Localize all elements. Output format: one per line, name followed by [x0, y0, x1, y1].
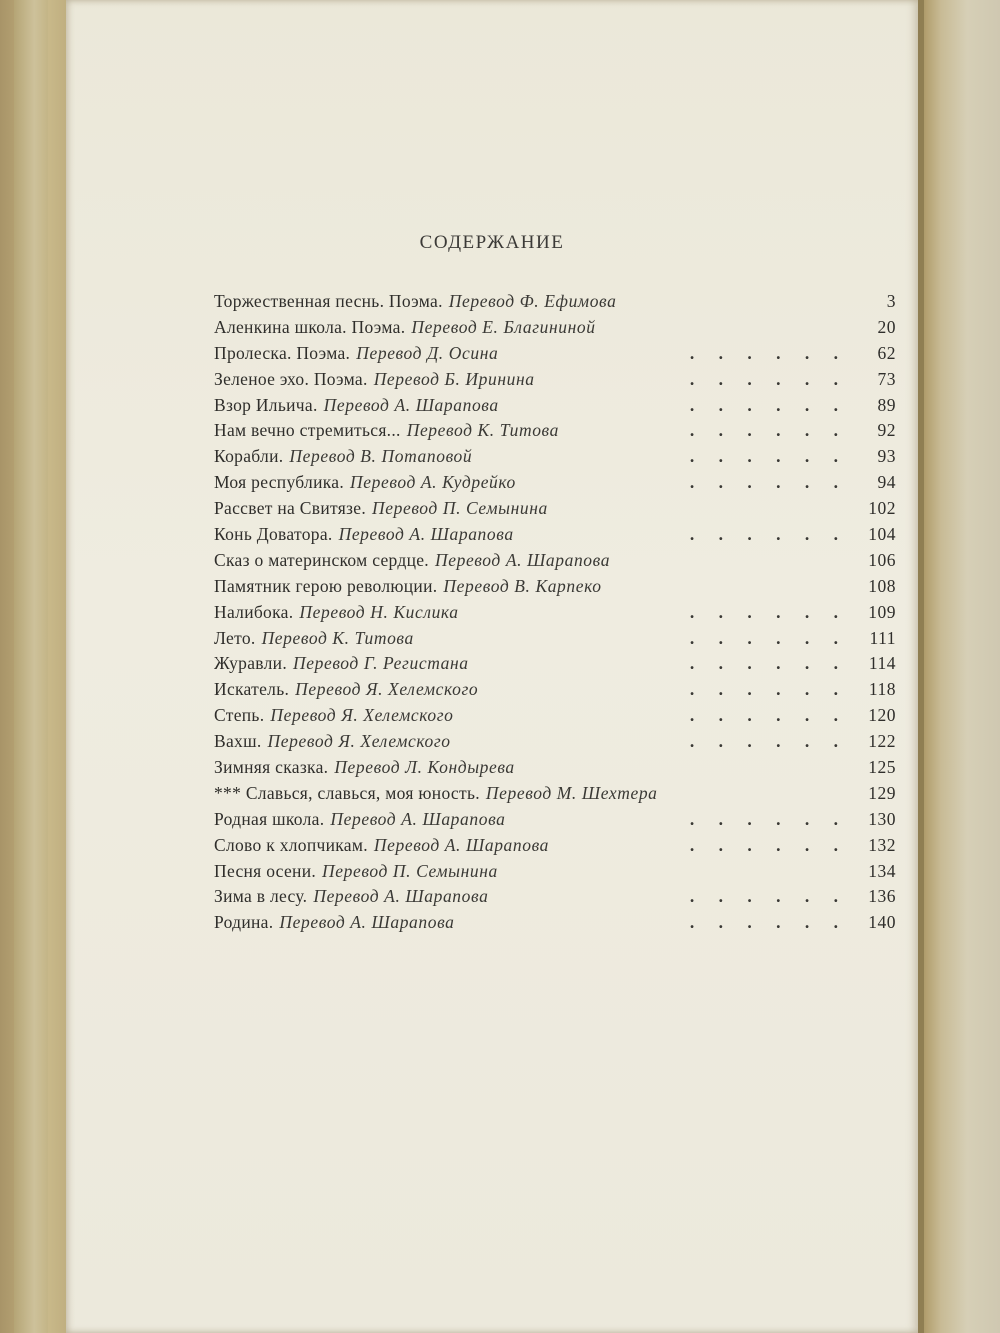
toc-entry-title: Пролеска. Поэма. [214, 342, 351, 363]
toc-entry-page-number: 130 [868, 808, 896, 829]
toc-entry-title: Лето. [214, 627, 256, 648]
toc-entry-translator: Перевод П. Семынина [322, 860, 498, 881]
toc-entry-translator: Перевод А. Шарапова [313, 886, 489, 907]
toc-entry-page-number: 89 [877, 394, 896, 415]
toc-entry [214, 703, 908, 729]
toc-entry-title: Аленкина школа. Поэма. [214, 316, 406, 337]
toc-entry-translator: Перевод П. Семынина [372, 498, 548, 519]
toc-entry-title: Сказ о материнском сердце. [214, 549, 429, 570]
toc-entry-translator: Перевод А. Шарапова [434, 549, 611, 570]
toc-entry [214, 367, 908, 393]
toc-dot-leader [690, 626, 848, 652]
toc-entry-page-number: 73 [877, 368, 896, 389]
toc-entry-text [214, 470, 516, 496]
toc-dot-leader [690, 807, 848, 833]
toc-dot-leader [690, 833, 848, 859]
toc-entry-title: Моя республика. [214, 472, 345, 493]
toc-entry-translator: Перевод Е. Благининой [411, 316, 596, 337]
toc-entry [214, 729, 908, 755]
toc-entry-title: Взор Ильича. [214, 394, 318, 415]
toc-entry-title: Родная школа. [214, 808, 325, 829]
toc-entry [214, 522, 908, 548]
toc-entry-text [214, 418, 559, 444]
toc-entry [214, 807, 908, 833]
toc-entry-text [214, 393, 499, 419]
toc-entry [214, 444, 908, 470]
toc-dot-leader [690, 884, 848, 910]
toc-entry-text [214, 289, 616, 315]
toc-entry-text [214, 677, 478, 703]
toc-entry-title: *** Славься, славься, моя юность. [214, 782, 480, 803]
toc-entry-translator: Перевод Я. Хелемского [295, 679, 479, 700]
toc-entry-translator: Перевод А. Шарапова [330, 808, 506, 829]
toc-entry-title: Нам вечно стремиться... [214, 420, 401, 441]
toc-entry-page-number: 129 [868, 782, 896, 803]
toc-entry-page-number: 132 [868, 834, 896, 855]
toc-entry-text [214, 315, 596, 341]
toc-entry-page-number: 93 [877, 446, 896, 467]
toc-entry [214, 626, 908, 652]
toc-entry-text [214, 341, 498, 367]
toc-entry-translator: Перевод Б. Иринина [373, 368, 535, 389]
toc-dot-leader [690, 522, 848, 548]
toc-entry [214, 548, 908, 574]
toc-entry [214, 677, 908, 703]
toc-entry-title: Песня осени. [214, 860, 317, 881]
toc-entry-translator: Перевод А. Шарапова [338, 524, 514, 545]
toc-entry-page-number: 118 [868, 679, 896, 700]
toc-entry-text [214, 548, 610, 574]
toc-entry-page-number: 92 [877, 420, 896, 441]
toc-dot-leader [690, 703, 848, 729]
toc-entry-title: Конь Доватора. [214, 524, 333, 545]
toc-entry-title: Слово к хлопчикам. [214, 834, 368, 855]
toc-entry-page-number: 108 [868, 575, 896, 596]
toc-entry-text [214, 729, 451, 755]
toc-entry-page-number: 134 [868, 860, 896, 881]
book-spine [918, 0, 1000, 1333]
toc-entry [214, 574, 908, 600]
toc-entry-title: Зима в лесу. [214, 886, 308, 907]
toc-entry-translator: Перевод М. Шехтера [485, 782, 658, 803]
toc-entry-text [214, 496, 548, 522]
toc-entry-translator: Перевод А. Шарапова [323, 394, 499, 415]
toc-entry [214, 600, 908, 626]
spine-fold [918, 0, 924, 1333]
toc-entry [214, 833, 908, 859]
toc-entry-title: Налибока. [214, 601, 294, 622]
toc-entry-text [214, 859, 498, 885]
toc-dot-leader [690, 910, 848, 936]
toc-entry-page-number: 106 [868, 549, 896, 570]
toc-entry-title: Зимняя сказка. [214, 757, 329, 778]
toc-entry [214, 496, 908, 522]
toc-entry-text [214, 807, 506, 833]
toc-dot-leader [690, 600, 848, 626]
toc-entry [214, 289, 908, 315]
toc-entry-translator: Перевод Л. Кондырева [334, 757, 515, 778]
toc-entry-title: Родина. [214, 912, 274, 933]
toc-entry-translator: Перевод А. Кудрейко [350, 472, 516, 493]
toc-dot-leader [690, 677, 848, 703]
toc-entry-page-number: 125 [868, 757, 896, 778]
toc-entry-title: Искатель. [214, 679, 290, 700]
toc-entry-translator: Перевод К. Титова [261, 627, 414, 648]
toc-entry [214, 755, 908, 781]
toc-entry-translator: Перевод Я. Хелемского [270, 705, 454, 726]
previous-page-edge [14, 0, 48, 1333]
toc-entry-title: Степь. [214, 705, 265, 726]
toc-entry-page-number: 111 [869, 627, 896, 648]
toc-entry-title: Зеленое эхо. Поэма. [214, 368, 368, 389]
toc-entry-page-number: 136 [868, 886, 896, 907]
toc-entry-page-number: 62 [877, 342, 896, 363]
toc-entry-title: Корабли. [214, 446, 284, 467]
toc-entry-text [214, 600, 459, 626]
toc-entry [214, 315, 908, 341]
toc-dot-leader [690, 418, 848, 444]
toc-entry-translator: Перевод Д. Осина [356, 342, 499, 363]
toc-entry-page-number: 94 [877, 472, 896, 493]
toc-dot-leader [690, 729, 848, 755]
toc-entry-title: Рассвет на Свитязе. [214, 498, 367, 519]
book-page [66, 0, 918, 1333]
table-of-contents [214, 289, 908, 936]
toc-entry-translator: Перевод А. Шарапова [373, 834, 550, 855]
toc-entry-text [214, 833, 549, 859]
toc-entry-title: Журавли. [214, 653, 287, 674]
toc-entry-text [214, 703, 453, 729]
toc-entry-translator: Перевод Н. Кислика [299, 601, 459, 622]
toc-entry [214, 910, 908, 936]
toc-entry-page-number: 104 [868, 524, 896, 545]
toc-dot-leader [690, 470, 848, 496]
toc-entry [214, 341, 908, 367]
toc-dot-leader [690, 367, 848, 393]
toc-entry-page-number: 120 [868, 705, 896, 726]
toc-entry [214, 393, 908, 419]
toc-dot-leader [690, 393, 848, 419]
toc-entry-title: Вахш. [214, 731, 262, 752]
toc-entry-text [214, 781, 658, 807]
toc-entry-translator: Перевод Ф. Ефимова [448, 291, 617, 311]
toc-entry-translator: Перевод Г. Регистана [293, 653, 469, 674]
toc-entry [214, 470, 908, 496]
toc-entry-translator: Перевод К. Титова [406, 420, 559, 441]
toc-entry [214, 884, 908, 910]
toc-entry-translator: Перевод А. Шарапова [279, 912, 455, 933]
toc-entry-text [214, 522, 514, 548]
toc-entry-text [214, 574, 602, 600]
toc-dot-leader [690, 651, 848, 677]
toc-entry [214, 651, 908, 677]
toc-entry-page-number: 3 [886, 291, 896, 311]
toc-entry-translator: Перевод В. Потаповой [289, 446, 473, 467]
contents-heading: СОДЕРЖАНИЕ [419, 232, 565, 253]
book-cover-left-edge [0, 0, 68, 1333]
toc-entry-page-number: 140 [868, 912, 896, 933]
toc-entry-text [214, 651, 469, 677]
toc-entry-title: Памятник герою революции. [214, 575, 438, 596]
toc-entry-translator: Перевод В. Карпеко [443, 575, 602, 596]
toc-entry-text [214, 884, 488, 910]
toc-entry [214, 859, 908, 885]
toc-entry-title: Торжественная песнь. Поэма. [214, 291, 443, 311]
toc-dot-leader [690, 444, 848, 470]
toc-entry-page-number: 114 [868, 653, 896, 674]
toc-entry [214, 781, 908, 807]
toc-entry-text [214, 444, 472, 470]
toc-entry-translator: Перевод Я. Хелемского [267, 731, 451, 752]
toc-dot-leader [690, 341, 848, 367]
toc-entry [214, 418, 908, 444]
toc-entry-text [214, 626, 414, 652]
toc-entry-page-number: 20 [877, 316, 896, 337]
toc-entry-page-number: 122 [868, 731, 896, 752]
toc-entry-page-number: 102 [868, 498, 896, 519]
toc-entry-page-number: 109 [868, 601, 896, 622]
toc-entry-text [214, 367, 535, 393]
toc-entry-text [214, 755, 515, 781]
toc-entry-text [214, 910, 455, 936]
